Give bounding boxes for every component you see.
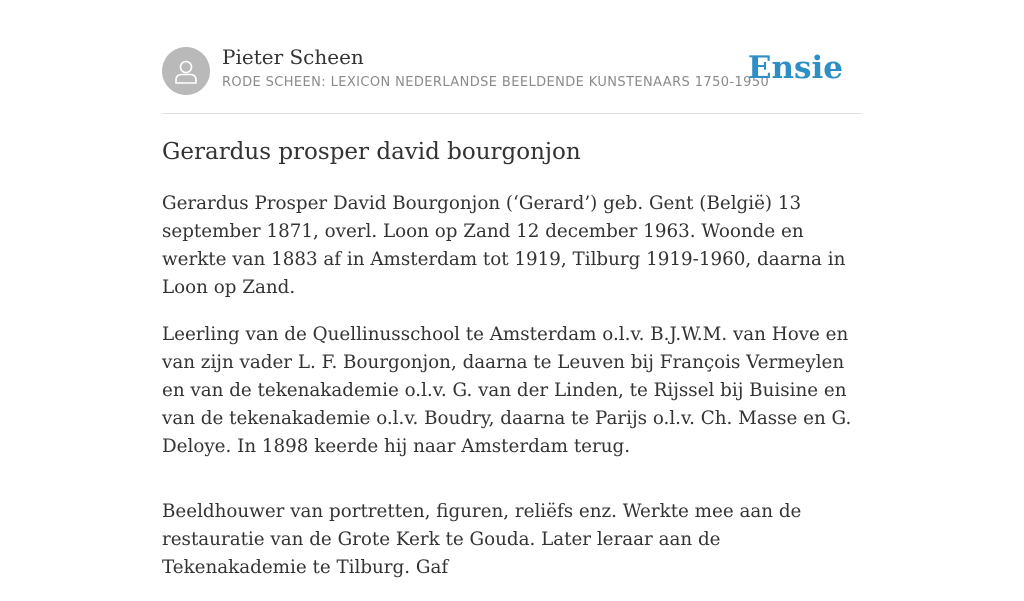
article-title: Gerardus prosper david bourgonjon [162, 139, 581, 165]
article-header [162, 0, 862, 114]
user-icon [171, 56, 201, 86]
author-name[interactable]: Pieter Scheen [222, 45, 364, 69]
source-title[interactable]: RODE SCHEEN: LEXICON NEDERLANDSE BEELDENDE KUNSTENAARS 1750-1950 [222, 75, 770, 90]
paragraph: Gerardus Prosper David Bourgonjon (‘Gerard’) geb. Gent (België) 13 september 1871, overl. Loon op Zand 12 december 1963. Woonde en werkte van 1883 af in Amsterdam tot 1919, Tilburg 1919-1960, daarna in Loon op Zand. [162, 193, 846, 298]
page-container [162, 0, 862, 578]
paragraph: Beeldhouwer van portretten, figuren, reliëfs enz. Werkte mee aan de restauratie van de Grote Kerk te Gouda. Later leraar aan de Tekenakademie te Tilburg. Gaf [162, 501, 802, 578]
author-avatar[interactable] [162, 47, 210, 95]
article-body [162, 190, 862, 601]
site-logo[interactable]: Ensie [747, 50, 843, 86]
paragraph: Leerling van de Quellinusschool te Amsterdam o.l.v. B.J.W.M. van Hove en van zijn vader L. F. Bourgonjon, daarna te Leuven bij François Vermeylen en van de tekenakademie o.l.v. G. van der Linden, te Rijssel bij Buisine en van de tekenakademie o.l.v. Boudry, daarna te Parijs o.l.v. Ch. Masse en G. Deloye. In 1898 keerde hij naar Amsterdam terug. [162, 324, 852, 457]
